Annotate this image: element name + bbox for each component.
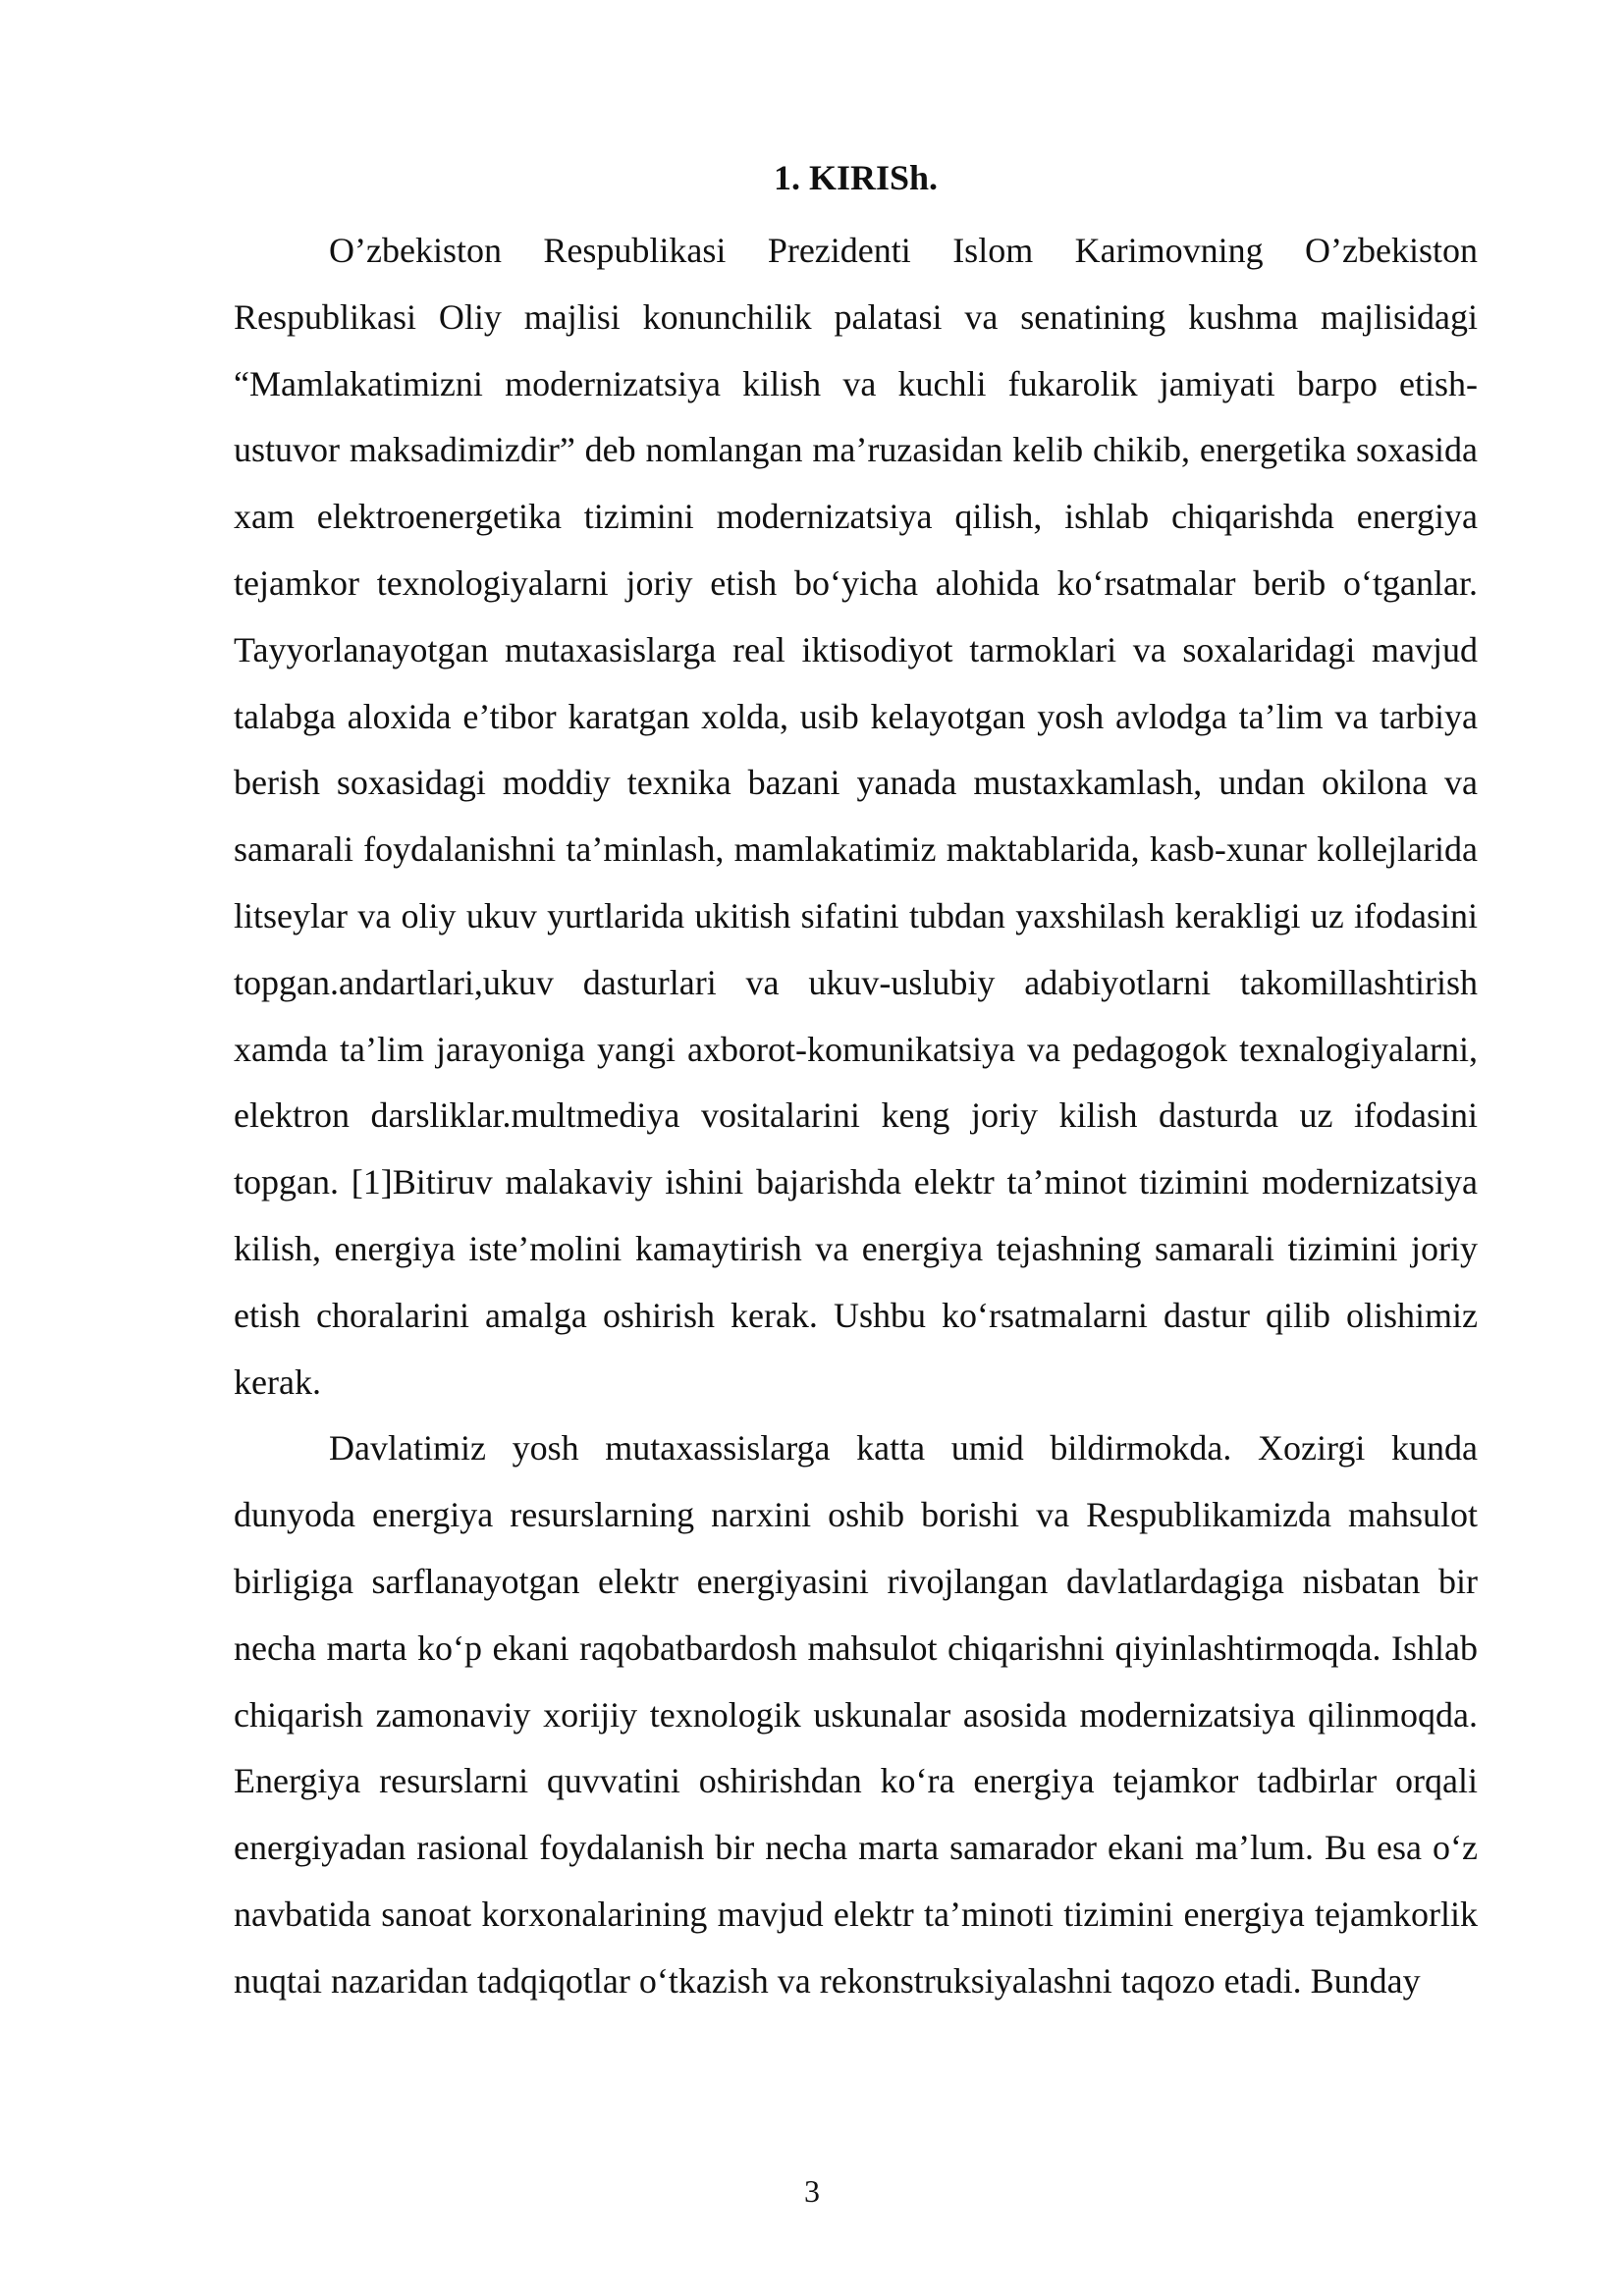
paragraph-2: Davlatimiz yosh mutaxassislarga katta umid bildirmokda. Xozirgi kunda dunyoda energiya resurslarning narxini oshib borishi va Respublikamizda mahsulot birligiga sarflanayotgan elektr energiyasini rivojlangan davlatlardagiga nisbatan bir necha marta ko‘p ekani raqobatbardosh mahsulot chiqarishni qiyinlashtirmoqda. Ishlab chiqarish zamonaviy xorijiy texnologik uskunalar asosida modernizatsiya qilinmoqda. Energiya resurslarni quvvatini oshirishdan ko‘ra energiya tejamkor tadbirlar orqali energiyadan rasional foydalanish bir necha marta samarador ekani ma’lum. Bu esa o‘z navbatida sanoat korxonalarining mavjud elektr ta’minoti tizimini energiya tejamkorlik nuqtai nazaridan tadqiqotlar o‘tkazish va rekonstruksiyalashni taqozo etadi. Bunday (234, 1428, 1478, 2001)
section-heading: 1. KIRISh. (773, 158, 939, 197)
page-number: 3 (804, 2173, 820, 2209)
paragraph-1: O’zbekiston Respublikasi Prezidenti Islom Karimovning O’zbekiston Respublikasi Oliy majlisi konunchilik palatasi va senatining kushma majlisidagi “Mamlakatimizni modernizatsiya kilish va kuchli fukarolik jamiyati barpo etish- ustuvor maksadimizdir” deb nomlangan ma’ruzasidan kelib chikib, energetika soxasida xam elektroenergetika tizimini modernizatsiya qilish, ishlab chiqarishda energiya tejamkor texnologiyalarni joriy etish bo‘yicha alohida ko‘rsatmalar berib o‘tganlar. Tayyorlanayotgan mutaxasislarga real iktisodiyot tarmoklari va soxalaridagi mavjud talabga aloxida e’tibor karatgan xolda, usib kelayotgan yosh avlodga ta’lim va tarbiya berish soxasidagi moddiy texnika bazani yanada mustaxkamlash, undan okilona va samarali foydalanishni ta’minlash, mamlakatimiz maktablarida, kasb-xunar kollejlarida litseylar va oliy ukuv yurtlarida ukitish sifatini tubdan yaxshilash kerakligi uz ifodasini topgan.andartlari,ukuv dasturlari va ukuv-uslubiy adabiyotlarni takomillashtirish xamda ta’lim jarayoniga yangi axborot-komunikatsiya va pedagogok texnalogiyalarni, elektron darsliklar.multmediya vositalarini keng joriy kilish dasturda uz ifodasini topgan. [1]Bitiruv malakaviy ishini bajarishda elektr ta’minot tizimini modernizatsiya kilish, energiya iste’molini kamaytirish va energiya tejashning samarali tizimini joriy etish choralarini amalga oshirish kerak. Ushbu ko‘rsatmalarni dastur qilib olishimiz kerak. (234, 231, 1478, 1402)
page-content (234, 153, 1478, 2015)
